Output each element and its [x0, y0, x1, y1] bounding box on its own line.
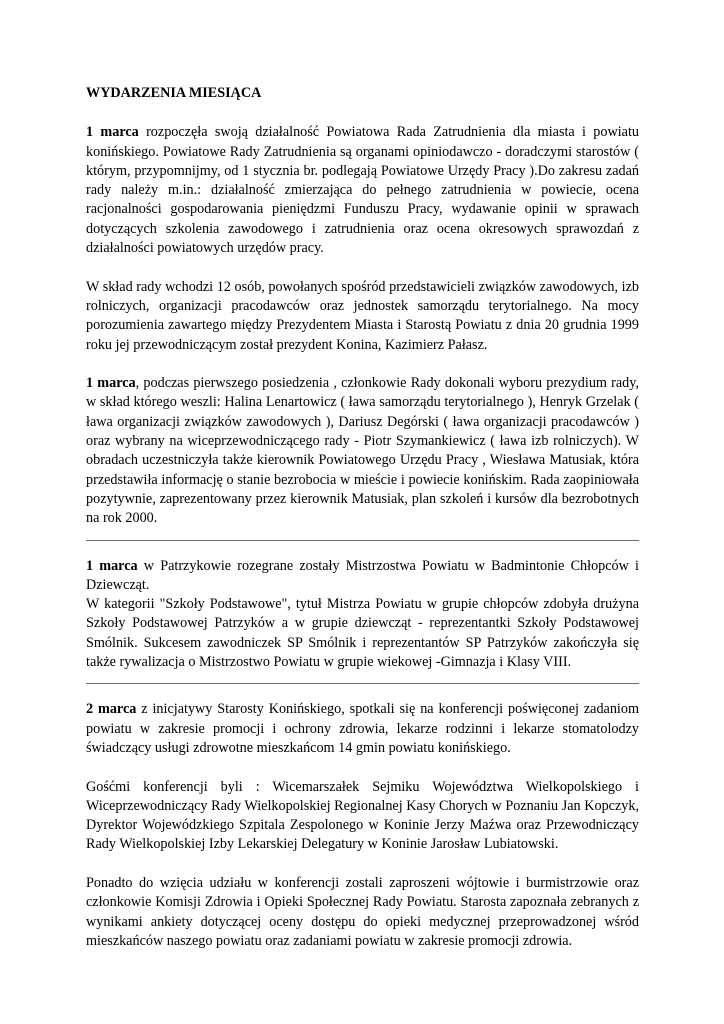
event-date: 1 marca — [86, 124, 139, 141]
event-text: rozpoczęła swoją działalność Powiatowa Rada Zatrudnienia dla miasta i powiatu konińskiego. Powiatowe Rady Zatrudnienia są organami opiniodawczo - doradczymi starostów ( którym, przypomnijmy, od 1 stycznia br. podlegają Powiatowe Urzędy Pracy ).Do zakresu zadań rady należy m.in.: działalność zmierzająca do pełnego zatrudnienia w powiecie, ocena racjonalności gospodarowania pieniędzmi Funduszu Pracy, wydawanie opinii w sprawach dotyczących szkolenia zawodowego i zatrudnienia oraz ocena okresowych sprawozdań z działalności powiatowych urzędów pracy. — [86, 124, 640, 257]
event-section — [86, 123, 639, 528]
event-text: z inicjatywy Starosty Konińskiego, spotkali się na konferencji poświęconej zadaniom powiatu w zakresie promocji i ochrony zdrowia, lekarze rodzinni i lekarze stomatolodzy świadczący usługi zdrowotne mieszkańcom 14 gmin powiatu konińskiego. — [86, 701, 639, 756]
section-divider — [86, 683, 639, 684]
event-text: , podczas pierwszego posiedzenia , członkowie Rady dokonali wyboru prezydium rady, w skład którego weszli: Halina Lenartowicz ( ława samorządu terytorialnego ), Henryk Grzelak ( ława organizacji związków zawodowych ), Dariusz Degórski ( ława organizacji pracodawców ) oraz wybrany na wiceprzewodniczącego rady - Piotr Szymankiewicz ( ława izb rolniczych). W obradach uczestniczyła także kierownik Powiatowego Urzędu Pracy , Wiesława Matusiak, która przedstawiła informację o stanie bezrobocia w mieście i powiecie konińskim. Rada zaopiniowała pozytywnie, zaprezentowany przez kierownik Matusiak, plan szkoleń i kursów dla bezrobotnych na rok 2000. — [86, 375, 639, 527]
event-paragraph — [86, 595, 639, 672]
event-text: Ponadto do wzięcia udziału w konferencji zostali zaproszeni wójtowie i burmistrzowie oraz członkowie Komisji Zdrowia i Opieki Społecznej Rady Powiatu. Starosta zapoznała zebranych z wynikami ankiety dotyczącej oceny dostępu do opieki medycznej przeprowadzonej wśród mieszkańców naszego powiatu oraz zadaniami powiatu w zakresie promocji zdrowia. — [86, 874, 639, 949]
event-text: W kategorii "Szkoły Podstawowe", tytuł Mistrza Powiatu w grupie chłopców zdobyła drużyna Szkoły Podstawowej Patrzyków a w grupie dziewcząt - reprezentantki Szkoły Podstawowej Smólnik. Sukcesem zawodniczek SP Smólnik i reprezentantów SP Patrzyków zakończyła się także rywalizacja o Mistrzostwo Powiatu w grupie wiekowej -Gimnazja i Klasy VIII. — [86, 596, 639, 671]
event-section — [86, 700, 639, 951]
event-paragraph — [86, 374, 639, 528]
event-text: Gośćmi konferencji byli : Wicemarszałek Sejmiku Województwa Wielkopolskiego i Wiceprzewodniczący Rady Wielkopolskiej Regionalnej Kasy Chorych w Poznaniu Jan Kopczyk, Dyrektor Wojewódzkiego Szpitala Zespolonego w Koninie Jerzy Maźwa oraz Przewodniczący Rady Wielkopolskiej Izby Lekarskiej Delegatury w Koninie Jarosław Lubiatowski. — [86, 778, 639, 853]
event-paragraph — [86, 874, 639, 951]
event-paragraph — [86, 278, 639, 355]
event-text: W skład rady wchodzi 12 osób, powołanych spośród przedstawicieli związków zawodowych, izb rolniczych, organizacji pracodawców oraz jednostek samorządu terytorialnego. Na mocy porozumienia zawartego między Prezydentem Miasta i Starostą Powiatu z dnia 20 grudnia 1999 roku jej przewodniczącym został prezydent Konina, Kazimierz Pałasz. — [86, 278, 639, 353]
document-body — [86, 84, 639, 951]
event-date: 1 marca — [86, 375, 136, 392]
section-divider — [86, 540, 639, 541]
event-section — [86, 557, 639, 673]
event-date: 1 marca — [86, 557, 138, 574]
event-paragraph — [86, 123, 639, 258]
event-paragraph — [86, 557, 639, 596]
event-text: w Patrzykowie rozegrane zostały Mistrzostwa Powiatu w Badmintonie Chłopców i Dziewcząt. — [86, 557, 640, 593]
event-date: 2 marca — [86, 701, 137, 718]
page-title: WYDARZENIA MIESIĄCA — [86, 85, 262, 101]
event-paragraph — [86, 778, 639, 855]
event-paragraph — [86, 700, 639, 758]
